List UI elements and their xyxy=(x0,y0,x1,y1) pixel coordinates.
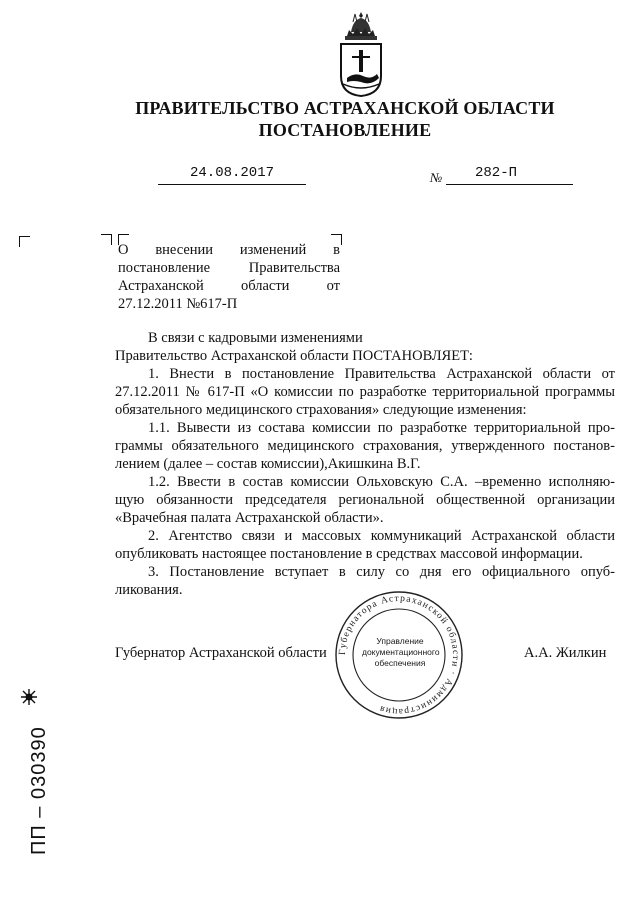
paragraph-1-line-2: 27.12.2011 № 617-П «О комиссии по разработке территориальной программы xyxy=(115,384,615,400)
paragraph-2-line-2: опубликовать настоящее постановление в средствах массовой информации. xyxy=(115,546,583,562)
header-document-type: ПОСТАНОВЛЕНИЕ xyxy=(258,120,432,140)
signatory-name: А.А. Жилкин xyxy=(524,645,607,661)
document-subject: О внесении изменений в постановление Правительства Астраханской области от 27.12.2011 №617-П xyxy=(118,242,340,312)
paragraph-1-1-line-2: граммы обязательного медицинского страхования, утвержденного постанов- xyxy=(115,438,615,454)
preamble-line-2: Правительство Астраханской области ПОСТАНОВЛЯЕТ: xyxy=(115,348,473,364)
signatory-position: Губернатор Астраханской области xyxy=(115,645,327,661)
paragraph-1-2-line-1: 1.2. Ввести в состав комиссии Ольховскую С.А. –временно исполняю- xyxy=(148,474,615,490)
preamble-line-1: В связи с кадровыми изменениями xyxy=(148,330,363,346)
stamp-center-line-3: обеспечения xyxy=(374,658,426,668)
paragraph-3-line-1: 3. Постановление вступает в силу со дня его официального опуб- xyxy=(148,564,615,580)
subject-bracket-left-outer xyxy=(101,234,112,245)
serial-ornament-icon xyxy=(20,688,38,706)
stamp-center-line-1: Управление xyxy=(376,636,424,646)
document-date: 24.08.2017 xyxy=(189,165,274,181)
coat-of-arms-emblem xyxy=(337,10,385,98)
stamp-ring-text: Губернатора Астраханской области · Администрация xyxy=(337,593,461,717)
number-sign: № xyxy=(430,170,443,185)
document-number: 282-П xyxy=(474,165,517,181)
paragraph-1-2-line-3: «Врачебная палата Астраханской области». xyxy=(115,510,384,526)
serial-number: ПП – 030390 xyxy=(28,726,50,855)
paragraph-1-line-3: обязательного медицинского страхования» следующие изменения: xyxy=(115,402,527,418)
paragraph-1-1-line-3: лением (далее – состав комиссии),Акишкина В.Г. xyxy=(115,456,421,472)
paragraph-1-2-line-2: щую обязанности председателя региональной общественной организации xyxy=(115,492,615,508)
stamp-center-line-2: документационного xyxy=(362,647,440,657)
header-government-title: ПРАВИТЕЛЬСТВО АСТРАХАНСКОЙ ОБЛАСТИ xyxy=(135,98,555,118)
paragraph-1-line-1: 1. Внести в постановление Правительства Астраханской области от xyxy=(148,366,615,382)
stamp-center-text xyxy=(362,636,438,669)
paragraph-1-1-line-1: 1.1. Вывести из состава комиссии по разработке территориальной про- xyxy=(148,420,615,436)
paragraph-2-line-1: 2. Агентство связи и массовых коммуникаций Астраханской области xyxy=(148,528,615,544)
margin-corner-mark xyxy=(19,236,30,247)
paragraph-3-line-2: ликования. xyxy=(115,582,183,598)
